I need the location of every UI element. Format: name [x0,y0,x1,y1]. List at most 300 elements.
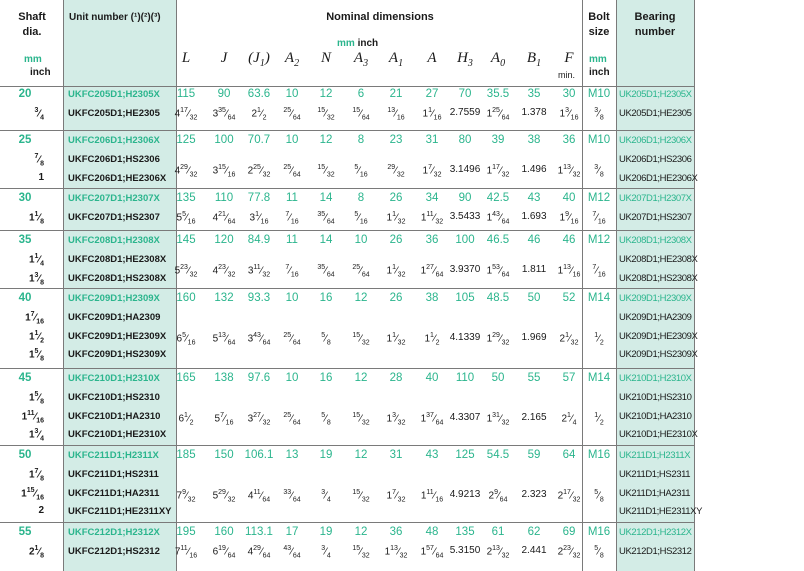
shaft-mm: 20 [18,88,32,100]
dimension-mm: 11 [286,234,298,246]
dimension-mm: 12 [354,292,368,304]
dimension-inch: $3^{35}⁄_{64}$ [212,106,236,122]
unit-number: UKFC208D1;HS2308X [68,272,167,284]
dimension-inch: $2^1⁄_4$ [561,411,577,426]
dimension-inch: $4^{11}⁄_{64}$ [247,488,271,503]
bolt-mm: M10 [587,88,611,100]
column-header: J [220,50,228,66]
bolt-size-header: Bolt size [588,11,610,38]
bearing-number: UK211D1;H2311X [619,450,691,461]
unit-number: UKFC205D1;HE2305 [68,107,160,119]
dimension-inch: $1^1⁄_{16}$ [422,106,442,122]
dimension-mm: 12 [319,88,333,100]
shaft-inch: $1^1⁄_2$ [28,329,44,344]
dimension-inch: $5^{13}⁄_{64}$ [212,331,236,346]
dimension-mm: 16 [319,372,333,384]
dimension-mm: 10 [285,292,299,304]
dimension-mm: 14 [319,192,333,204]
dimension-mm: 110 [214,192,234,204]
dimension-inch: $1^3⁄_{16}$ [559,106,579,122]
dimension-mm: 19 [319,526,333,538]
dimension-inch: $^5⁄_{16}$ [354,210,368,226]
dimension-mm: 40 [425,372,439,384]
dimension-inch: $4^{23}⁄_{32}$ [212,264,236,279]
dimension-mm: 8 [357,134,365,146]
dimension-mm: 12 [354,449,368,461]
dimension-mm: 135 [455,526,475,538]
bearing-number: UK206D1;H2306X [619,135,692,146]
dimension-mm: 113.1 [245,526,273,538]
shaft-mm: 55 [18,526,32,538]
bearing-number: UK205D1;HE2305 [619,107,692,119]
unit-number: UKFC211D1;H2311X [68,450,159,461]
column-header: N [320,50,331,66]
dimension-mm: 21 [389,88,403,100]
row-divider [0,130,694,131]
bearing-number: UK208D1;H2308X [619,235,692,246]
unit-number: UKFC209D1;H2309X [68,293,160,304]
dimension-inch: $1^{29}⁄_{32}$ [486,331,510,346]
column-header: $(J_1)$ [248,50,270,69]
dimension-mm: 90 [217,88,231,100]
bearing-number: UK209D1;HA2309 [619,311,692,323]
shaft-mm: 30 [18,192,32,204]
dimension-mm: 28 [389,372,403,384]
shaft-inch: $1^{15}⁄_{16}$ [21,486,44,501]
column-header: $A_2$ [284,50,300,69]
dimension-mm: 50 [527,292,541,304]
unit-number: UKFC206D1;HE2306X [68,172,167,184]
shaft-inch: $1^3⁄_8$ [28,271,44,286]
bolt-inch: $^5⁄_8$ [594,544,604,560]
dimension-inch: $^7⁄_{16}$ [285,210,299,226]
dimension-mm: 26 [389,192,403,204]
dimension-mm: 80 [458,134,472,146]
dimension-inch: $6^5⁄_{16}$ [176,331,196,346]
bearing-number: UK211D1;HS2311 [619,468,691,480]
bolt-inch: $^1⁄_2$ [594,411,604,426]
dimension-inch: $1^{31}⁄_{32}$ [486,411,510,426]
shaft-mm: 50 [18,449,32,461]
shaft-mm-unit: mm [24,54,42,65]
dimension-inch: $1^{11}⁄_{32}$ [420,210,444,226]
dimension-inch: $3^{27}⁄_{32}$ [247,411,271,426]
dimension-inch: $3^{15}⁄_{16}$ [212,164,236,179]
dimension-mm: 135 [176,192,196,204]
dimension-mm: 120 [214,234,234,246]
column-header: $H_3$ [457,50,473,69]
dimension-mm: 8 [357,192,365,204]
row-divider [0,288,694,289]
dimension-mm: 64 [562,449,576,461]
dimension-mm: 36 [562,134,576,146]
dimension-inch: $^{15}⁄_{32}$ [352,411,370,426]
unit-number: UKFC209D1;HS2309X [68,349,167,361]
unit-number: UKFC210D1;HE2310X [68,429,167,441]
dimension-inch: $^{29}⁄_{32}$ [387,164,405,179]
dimension-inch: $1^{13}⁄_{32}$ [557,164,581,179]
dimension-mm: 132 [214,292,234,304]
dimension-mm: 26 [389,234,403,246]
dimension-inch: 4.9213 [449,488,481,500]
dimension-mm: 54.5 [486,449,510,461]
shaft-inch: $1^5⁄_8$ [28,390,44,406]
dimension-inch: $2^1⁄_{32}$ [559,331,579,346]
shaft-inch: 1 [38,171,44,183]
dimension-mm: 19 [319,449,333,461]
dimension-inch: $1^{13}⁄_{32}$ [384,544,408,560]
bolt-mm: M14 [587,372,611,384]
column-header: $A_0$ [490,50,506,69]
dimension-inch: $^7⁄_{16}$ [285,264,299,279]
dimension-inch: $^{25}⁄_{64}$ [283,164,301,179]
dimension-mm: 10 [285,372,299,384]
unit-number: UKFC209D1;HE2309X [68,330,167,342]
dimension-inch: 4.1339 [449,331,481,343]
dimension-inch: $1^{17}⁄_{32}$ [486,164,510,179]
dimension-mm: 17 [285,526,299,538]
dimension-mm: 36 [389,526,403,538]
dimension-inch: $3^{43}⁄_{64}$ [247,331,271,346]
dimension-mm: 61 [491,526,505,538]
dimension-inch: 4.3307 [449,411,481,423]
column-header: F [564,50,574,66]
dimension-inch: $1^3⁄_{32}$ [386,411,406,426]
bolt-mm: M16 [587,449,611,461]
shaft-dia-header [2,10,62,40]
dimension-inch: $^{15}⁄_{64}$ [352,106,370,122]
dimension-mm: 35 [527,88,541,100]
unit-number: UKFC207D1;H2307X [68,193,160,204]
dimension-mm: 125 [455,449,475,461]
dimension-inch: $1^{13}⁄_{16}$ [557,264,581,279]
dimension-mm: 160 [176,292,196,304]
dimension-inch: $^{13}⁄_{16}$ [387,106,405,122]
dimension-inch: $1^1⁄_{32}$ [386,331,406,346]
dimension-mm: 90 [458,192,472,204]
dimension-mm: 46 [562,234,576,246]
divider [694,0,695,571]
dimension-mm: 12 [354,372,368,384]
shaft-inch: $1^7⁄_8$ [28,467,44,483]
dimension-mm: 77.8 [247,192,271,204]
shaft-inch: $^7⁄_8$ [34,152,44,168]
bolt-mm: M12 [587,234,611,246]
dimension-mm: 43 [527,192,541,204]
shaft-mm: 40 [18,292,32,304]
dimension-inch: $5^{29}⁄_{32}$ [212,488,236,503]
dimension-mm: 100 [455,234,475,246]
dimension-inch: $3^{11}⁄_{32}$ [247,264,271,279]
bolt-mm: M16 [587,526,611,538]
bolt-mm: M14 [587,292,611,304]
dimension-mm: 30 [562,88,576,100]
row-divider [0,368,694,369]
dimension-mm: 70 [458,88,472,100]
dimension-inch: $1^{11}⁄_{16}$ [420,488,444,503]
dimension-inch: $^3⁄_4$ [321,488,331,503]
dimension-inch: $2^{17}⁄_{32}$ [557,488,581,503]
dimension-inch: $1^7⁄_{32}$ [386,488,406,503]
dimension-inch: 1.969 [521,331,547,343]
dimension-inch: $1^{37}⁄_{64}$ [420,411,444,426]
shaft-inch: $1^1⁄_4$ [28,252,44,268]
dimension-mm: 110 [455,372,475,384]
dimension-mm: 31 [425,134,439,146]
unit-number: UKFC211D1;HS2311 [68,468,159,480]
shaft-mm: 25 [18,134,32,146]
dimension-mm: 42.5 [486,192,510,204]
dimension-mm: 6 [357,88,365,100]
unit-number: UKFC207D1;HS2307 [68,211,160,223]
dimension-mm: 43 [425,449,439,461]
dimension-mm: 11 [286,192,298,204]
dimension-inch: $^5⁄_{16}$ [354,164,368,179]
dimension-inch: $1^9⁄_{16}$ [559,210,579,226]
dimension-inch: $2^{13}⁄_{32}$ [486,544,510,560]
dimension-inch: $1^{53}⁄_{64}$ [486,264,510,279]
dimension-mm: 23 [389,134,403,146]
dimension-mm: 35.5 [486,88,510,100]
dimension-inch: $5^5⁄_{16}$ [176,210,196,226]
dimension-inch: 5.3150 [449,544,481,556]
dimension-inch: $1^1⁄_2$ [424,331,440,346]
dimension-inch: $1^{25}⁄_{64}$ [486,106,510,122]
dimension-mm: 185 [176,449,196,461]
dimension-mm: 38 [425,292,439,304]
dimension-inch: $2^{25}⁄_{32}$ [247,164,271,179]
column-header: $A_3$ [353,50,369,69]
dimension-mm: 70.7 [247,134,271,146]
row-divider [0,188,694,189]
dimension-inch: $^5⁄_8$ [321,331,331,346]
dimension-inch: $^{15}⁄_{32}$ [317,164,335,179]
dimension-inch: 3.9370 [449,264,481,276]
unit-number: UKFC212D1;HS2312 [68,545,160,557]
bolt-inch: $^7⁄_{16}$ [592,264,606,279]
dimension-inch: $1^{27}⁄_{64}$ [420,264,444,279]
dimension-inch: $^{25}⁄_{64}$ [352,264,370,279]
unit-number: UKFC212D1;H2312X [68,527,160,538]
bearing-number: UK210D1;HE2310X [619,429,698,441]
dimension-mm: 39 [491,134,505,146]
bearing-number: UK210D1;HS2310 [619,391,692,403]
dimension-inch: $2^1⁄_2$ [251,106,267,122]
dimension-mm: 48.5 [486,292,510,304]
dimension-inch: 3.5433 [449,210,481,222]
dimension-inch: $1^1⁄_{32}$ [386,210,406,226]
dimension-inch: $4^{29}⁄_{32}$ [174,164,198,179]
bearing-number: UK210D1;H2310X [619,373,692,384]
shaft-inch: $1^7⁄_{16}$ [25,310,44,326]
bearing-number: UK208D1;HS2308X [619,272,698,284]
dimension-mm: 165 [176,372,196,384]
dimension-inch: $1^7⁄_{32}$ [422,164,442,179]
dimension-mm: 40 [562,192,576,204]
dimension-inch: $^{15}⁄_{32}$ [352,331,370,346]
bearing-number: UK210D1;HA2310 [619,410,692,422]
unit-number-header: Unit number (¹)(²)(³) [69,12,161,23]
unit-number: UKFC210D1;HA2310 [68,410,161,422]
nominal-dimensions-header: Nominal dimensions [326,11,434,23]
shaft-inch: $^3⁄_4$ [34,106,44,122]
dimension-mm: 160 [214,526,234,538]
bolt-inch: $^1⁄_2$ [594,331,604,346]
dimension-mm: 57 [562,372,576,384]
bearing-number: UK212D1;HS2312 [619,545,692,557]
shaft-mm: 35 [18,234,32,246]
bolt-mm: M12 [587,192,611,204]
dimension-inch: $^{15}⁄_{32}$ [352,488,370,503]
dimension-inch: $4^{17}⁄_{32}$ [174,106,198,122]
column-header: L [181,50,191,66]
dimension-mm: 26 [389,292,403,304]
bolt-mm: M10 [587,134,611,146]
dimension-inch: $6^1⁄_2$ [178,411,194,426]
dimension-mm: 55 [527,372,541,384]
shaft-dia-label: Shaft dia. [18,11,46,38]
dimension-inch: $^5⁄_8$ [321,411,331,426]
inch-label: inch [357,38,379,49]
dimension-inch: 2.441 [521,544,547,556]
dimension-mm: 100 [214,134,234,146]
dimension-mm: 16 [319,292,333,304]
dimension-mm: 31 [389,449,403,461]
bearing-number: UK206D1;HS2306 [619,153,692,165]
shaft-inch: $1^5⁄_8$ [28,348,44,363]
bolt-inch: $^5⁄_8$ [594,488,604,503]
bearing-number: UK205D1;H2305X [619,89,692,100]
dimension-mm: 59 [527,449,541,461]
dimension-mm: 12 [319,134,333,146]
dimension-mm: 10 [354,234,368,246]
dimension-inch: $^3⁄_4$ [321,544,331,560]
row-divider [0,230,694,231]
dimension-inch: 1.378 [521,106,547,118]
dimension-mm: 14 [319,234,333,246]
bearing-number-header: Bearing number [634,11,676,38]
bolt-inch: $^3⁄_8$ [594,164,604,179]
bearing-number: UK209D1;H2309X [619,293,692,304]
column-header: A [427,50,437,66]
dimension-inch: $1^{43}⁄_{64}$ [486,210,510,226]
dimension-inch: $^{25}⁄_{64}$ [283,331,301,346]
dimension-inch: $^{33}⁄_{64}$ [283,488,301,503]
dimension-mm: 27 [425,88,439,100]
dimension-inch: $^{43}⁄_{64}$ [283,544,301,560]
dimension-inch: $7^{11}⁄_{16}$ [174,544,198,560]
dimension-inch: $7^9⁄_{32}$ [176,488,196,503]
dimension-mm: 115 [176,88,196,100]
dimension-inch: $3^1⁄_{16}$ [249,210,269,226]
shaft-inch: $2^1⁄_8$ [28,544,44,560]
dimension-mm: 38 [527,134,541,146]
bolt-inch: $^3⁄_8$ [594,106,604,122]
dimension-inch: $4^{29}⁄_{64}$ [247,544,271,560]
dimension-inch: 2.165 [521,411,547,423]
bearing-number: UK206D1;HE2306X [619,172,698,184]
dimension-mm: 36 [425,234,439,246]
unit-number: UKFC206D1;H2306X [68,135,160,146]
dimension-mm: 10 [285,88,299,100]
unit-number: UKFC206D1;HS2306 [68,153,160,165]
dimension-mm: 62 [527,526,541,538]
dimension-inch: $1^{57}⁄_{64}$ [420,544,444,560]
min-label: min. [558,70,576,80]
bolt-inch-unit: inch [589,67,610,78]
dimension-mm: 93.3 [247,292,271,304]
dimension-inch: $^{15}⁄_{32}$ [352,544,370,560]
dimension-mm: 150 [214,449,234,461]
unit-number: UKFC211D1;HE2311XY [68,506,172,518]
dimension-mm: 84.9 [247,234,271,246]
dimension-inch: $^{35}⁄_{64}$ [317,210,335,226]
shaft-inch: 2 [38,505,44,517]
row-divider [0,522,694,523]
dimension-inch: $5^7⁄_{16}$ [214,411,234,426]
row-divider [0,445,694,446]
mm-label: mm [337,38,355,49]
bearing-number: UK211D1;HE2311XY [619,506,703,518]
dimension-inch: $5^{23}⁄_{32}$ [174,264,198,279]
bearing-number: UK208D1;HE2308X [619,253,698,265]
unit-number: UKFC208D1;HE2308X [68,253,167,265]
dimension-mm: 63.6 [247,88,271,100]
bearing-number: UK209D1;HE2309X [619,330,698,342]
dimension-mm: 52 [562,292,576,304]
dimension-inch: 1.496 [521,164,547,176]
dimension-mm: 10 [285,134,299,146]
dimension-inch: $4^{21}⁄_{64}$ [212,210,236,226]
dimension-mm: 145 [176,234,196,246]
unit-number: UKFC210D1;H2310X [68,373,160,384]
shaft-inch: $1^1⁄_8$ [28,210,44,226]
dimension-mm: 195 [176,526,196,538]
dimension-inch: $2^{23}⁄_{32}$ [557,544,581,560]
dimension-inch: $^{25}⁄_{64}$ [283,411,301,426]
dimension-mm: 46.5 [486,234,510,246]
dimension-mm: 106.1 [244,449,274,461]
bearing-number: UK212D1;H2312X [619,527,692,538]
dimension-inch: 2.323 [521,488,547,500]
shaft-mm: 45 [18,372,32,384]
dimension-mm: 13 [285,449,299,461]
dimension-mm: 12 [354,526,368,538]
unit-number: UKFC210D1;HS2310 [68,391,160,403]
dimension-inch: $1^1⁄_{32}$ [386,264,406,279]
shaft-inch-unit: inch [30,67,51,78]
unit-number: UKFC211D1;HA2311 [68,487,160,499]
bearing-number: UK209D1;HS2309X [619,349,698,361]
dimension-mm: 105 [455,292,475,304]
bolt-inch: $^7⁄_{16}$ [592,210,606,226]
dimension-mm: 138 [214,372,234,384]
bearing-number: UK211D1;HA2311 [619,487,691,499]
column-header: $A_1$ [388,50,404,69]
dimension-inch: $^{15}⁄_{32}$ [317,106,335,122]
unit-number: UKFC209D1;HA2309 [68,311,161,323]
dimension-inch: 1.693 [521,210,547,222]
dimension-inch: $^{25}⁄_{64}$ [283,106,301,122]
dimension-inch: $^{35}⁄_{64}$ [317,264,335,279]
dimension-inch: 2.7559 [449,106,481,118]
mm-inch-label [337,38,378,49]
shaft-inch: $1^{11}⁄_{16}$ [21,409,44,424]
dimension-mm: 125 [176,134,196,146]
dimension-mm: 69 [562,526,576,538]
dimension-mm: 48 [425,526,439,538]
bearing-number: UK207D1;H2307X [619,193,692,204]
